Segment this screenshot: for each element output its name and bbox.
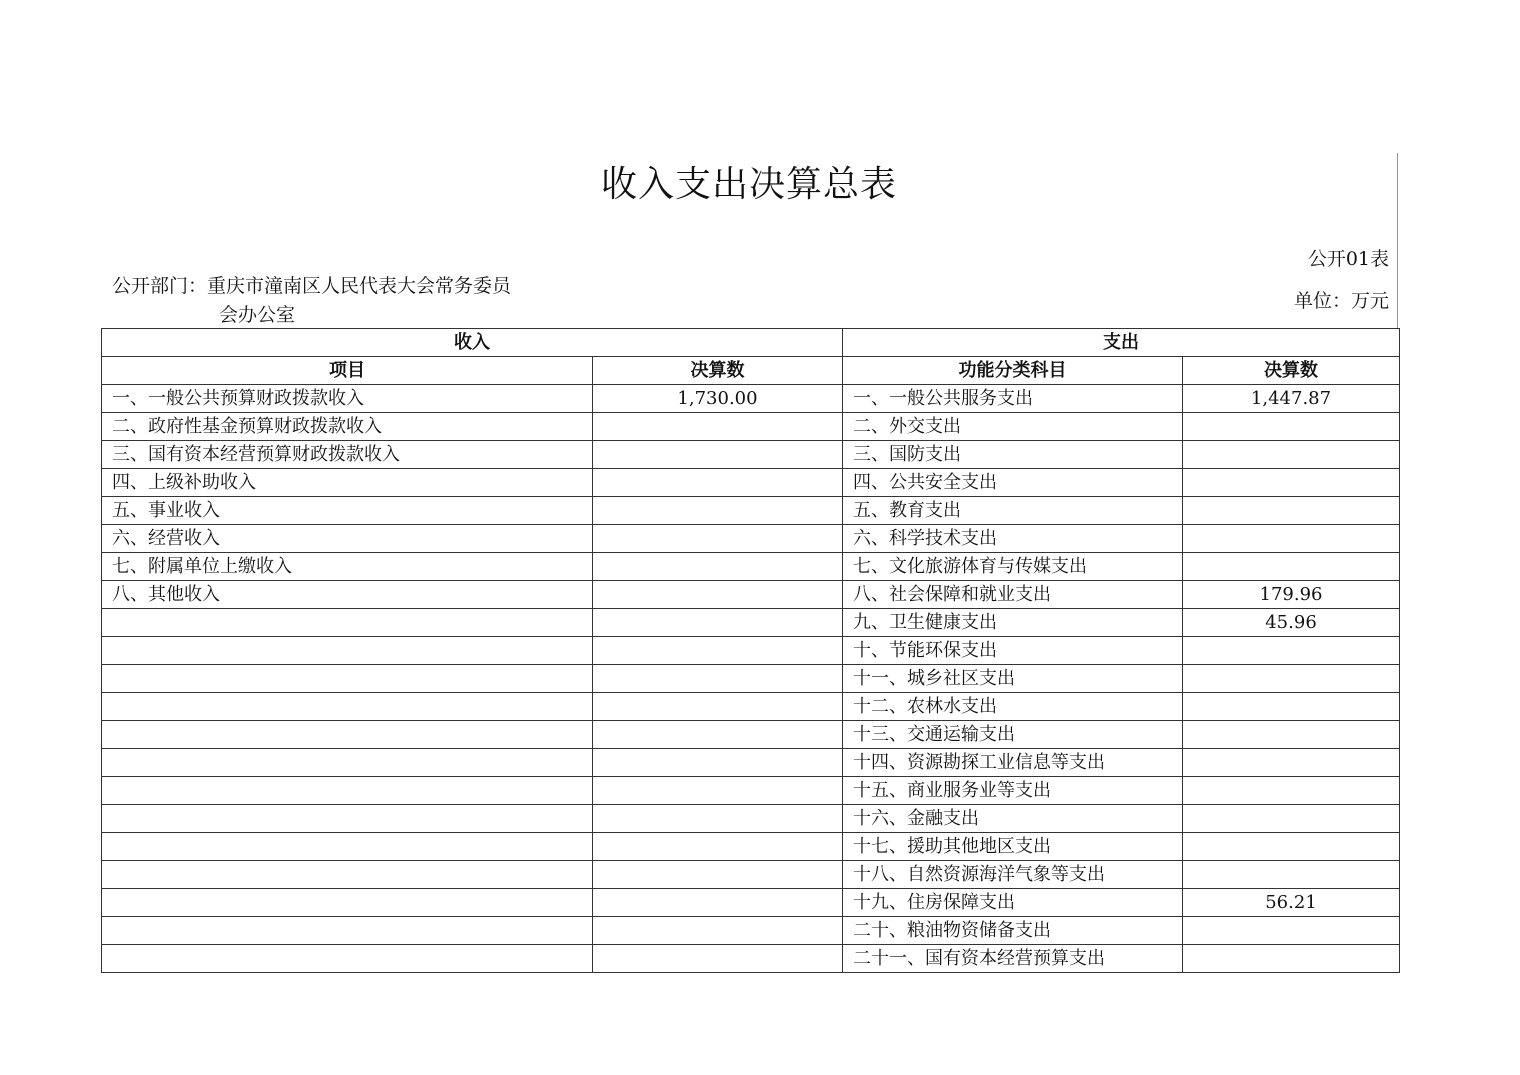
expense-item-cell: 二十一、国有资本经营预算支出 bbox=[843, 945, 1183, 973]
table-row bbox=[102, 889, 1400, 917]
income-item-cell bbox=[102, 721, 593, 749]
table-row bbox=[102, 469, 1400, 497]
expense-item-cell: 十、节能环保支出 bbox=[843, 637, 1183, 665]
income-amount-cell bbox=[593, 917, 843, 945]
income-amount-cell bbox=[593, 889, 843, 917]
expense-amount-cell bbox=[1183, 805, 1400, 833]
income-item-cell: 六、经营收入 bbox=[102, 525, 593, 553]
expense-item-cell: 十五、商业服务业等支出 bbox=[843, 777, 1183, 805]
expense-amount-cell bbox=[1183, 413, 1400, 441]
expense-item-cell: 十一、城乡社区支出 bbox=[843, 665, 1183, 693]
income-amount-cell bbox=[593, 777, 843, 805]
income-amount-cell bbox=[593, 609, 843, 637]
expense-amount-cell bbox=[1183, 749, 1400, 777]
income-amount-cell bbox=[593, 497, 843, 525]
income-amount-cell bbox=[593, 945, 843, 973]
income-amount-cell bbox=[593, 637, 843, 665]
income-section-header: 收入 bbox=[102, 329, 843, 357]
table-row bbox=[102, 777, 1400, 805]
expense-amount-cell bbox=[1183, 497, 1400, 525]
income-amount-cell bbox=[593, 665, 843, 693]
income-item-cell: 三、国有资本经营预算财政拨款收入 bbox=[102, 441, 593, 469]
income-item-cell bbox=[102, 833, 593, 861]
expense-item-cell: 一、一般公共服务支出 bbox=[843, 385, 1183, 413]
expense-amount-cell bbox=[1183, 721, 1400, 749]
income-item-cell: 八、其他收入 bbox=[102, 581, 593, 609]
income-item-cell: 五、事业收入 bbox=[102, 497, 593, 525]
expense-item-cell: 十七、援助其他地区支出 bbox=[843, 833, 1183, 861]
column-header-function: 功能分类科目 bbox=[843, 357, 1183, 385]
expense-item-cell: 五、教育支出 bbox=[843, 497, 1183, 525]
department-name-line1: 重庆市潼南区人民代表大会常务委员 bbox=[207, 275, 512, 297]
expense-item-cell: 三、国防支出 bbox=[843, 441, 1183, 469]
expense-amount-cell bbox=[1183, 525, 1400, 553]
table-row bbox=[102, 553, 1400, 581]
income-amount-cell bbox=[593, 861, 843, 889]
expense-section-header: 支出 bbox=[843, 329, 1400, 357]
table-row bbox=[102, 693, 1400, 721]
expense-amount-cell bbox=[1183, 469, 1400, 497]
expense-amount-cell bbox=[1183, 637, 1400, 665]
table-row bbox=[102, 805, 1400, 833]
table-row bbox=[102, 609, 1400, 637]
income-amount-cell: 1,730.00 bbox=[593, 385, 843, 413]
income-amount-cell bbox=[593, 441, 843, 469]
income-amount-cell bbox=[593, 833, 843, 861]
income-item-cell bbox=[102, 889, 593, 917]
table-row bbox=[102, 497, 1400, 525]
income-item-cell bbox=[102, 945, 593, 973]
expense-item-cell: 九、卫生健康支出 bbox=[843, 609, 1183, 637]
column-header-item: 项目 bbox=[102, 357, 593, 385]
expense-item-cell: 二、外交支出 bbox=[843, 413, 1183, 441]
expense-item-cell: 七、文化旅游体育与传媒支出 bbox=[843, 553, 1183, 581]
table-row bbox=[102, 413, 1400, 441]
income-amount-cell bbox=[593, 525, 843, 553]
expense-amount-cell bbox=[1183, 665, 1400, 693]
expense-item-cell: 四、公共安全支出 bbox=[843, 469, 1183, 497]
income-item-cell: 四、上级补助收入 bbox=[102, 469, 593, 497]
income-item-cell bbox=[102, 665, 593, 693]
income-item-cell bbox=[102, 749, 593, 777]
expense-item-cell: 十九、住房保障支出 bbox=[843, 889, 1183, 917]
budget-table bbox=[101, 328, 1400, 973]
expense-item-cell: 二十、粮油物资储备支出 bbox=[843, 917, 1183, 945]
income-amount-cell bbox=[593, 749, 843, 777]
income-item-cell: 七、附属单位上缴收入 bbox=[102, 553, 593, 581]
table-row bbox=[102, 525, 1400, 553]
income-item-cell bbox=[102, 917, 593, 945]
expense-amount-cell bbox=[1183, 441, 1400, 469]
expense-amount-cell: 56.21 bbox=[1183, 889, 1400, 917]
income-amount-cell bbox=[593, 469, 843, 497]
income-amount-cell bbox=[593, 581, 843, 609]
table-row bbox=[102, 833, 1400, 861]
expense-amount-cell bbox=[1183, 553, 1400, 581]
department-info bbox=[112, 272, 511, 330]
department-label: 公开部门： bbox=[112, 275, 208, 297]
income-item-cell bbox=[102, 609, 593, 637]
income-item-cell bbox=[102, 777, 593, 805]
table-row bbox=[102, 441, 1400, 469]
unit-label: 单位：万元 bbox=[1293, 290, 1389, 312]
table-row bbox=[102, 749, 1400, 777]
expense-amount-cell bbox=[1183, 861, 1400, 889]
expense-amount-cell bbox=[1183, 693, 1400, 721]
expense-amount-cell: 179.96 bbox=[1183, 581, 1400, 609]
table-row bbox=[102, 917, 1400, 945]
table-row bbox=[102, 581, 1400, 609]
expense-amount-cell bbox=[1183, 917, 1400, 945]
department-name-line2: 会办公室 bbox=[219, 304, 296, 326]
income-item-cell bbox=[102, 637, 593, 665]
column-header-expense-amount: 决算数 bbox=[1183, 357, 1400, 385]
income-item-cell bbox=[102, 805, 593, 833]
expense-item-cell: 十四、资源勘探工业信息等支出 bbox=[843, 749, 1183, 777]
expense-item-cell: 六、科学技术支出 bbox=[843, 525, 1183, 553]
table-row bbox=[102, 665, 1400, 693]
income-amount-cell bbox=[593, 413, 843, 441]
expense-amount-cell: 1,447.87 bbox=[1183, 385, 1400, 413]
income-item-cell bbox=[102, 693, 593, 721]
expense-item-cell: 十三、交通运输支出 bbox=[843, 721, 1183, 749]
expense-amount-cell: 45.96 bbox=[1183, 609, 1400, 637]
expense-item-cell: 十八、自然资源海洋气象等支出 bbox=[843, 861, 1183, 889]
table-row bbox=[102, 721, 1400, 749]
income-amount-cell bbox=[593, 721, 843, 749]
income-amount-cell bbox=[593, 553, 843, 581]
income-item-cell: 一、一般公共预算财政拨款收入 bbox=[102, 385, 593, 413]
column-header-income-amount: 决算数 bbox=[593, 357, 843, 385]
page-title: 收入支出决算总表 bbox=[600, 164, 897, 205]
expense-amount-cell bbox=[1183, 777, 1400, 805]
section-header-row bbox=[102, 329, 1400, 357]
expense-amount-cell bbox=[1183, 945, 1400, 973]
expense-item-cell: 十六、金融支出 bbox=[843, 805, 1183, 833]
expense-item-cell: 八、社会保障和就业支出 bbox=[843, 581, 1183, 609]
table-number: 公开01表 bbox=[1307, 248, 1389, 270]
income-amount-cell bbox=[593, 693, 843, 721]
expense-amount-cell bbox=[1183, 833, 1400, 861]
income-item-cell: 二、政府性基金预算财政拨款收入 bbox=[102, 413, 593, 441]
table-row bbox=[102, 945, 1400, 973]
table-row bbox=[102, 637, 1400, 665]
table-row bbox=[102, 385, 1400, 413]
expense-item-cell: 十二、农林水支出 bbox=[843, 693, 1183, 721]
column-header-row bbox=[102, 357, 1400, 385]
income-amount-cell bbox=[593, 805, 843, 833]
income-item-cell bbox=[102, 861, 593, 889]
table-row bbox=[102, 861, 1400, 889]
